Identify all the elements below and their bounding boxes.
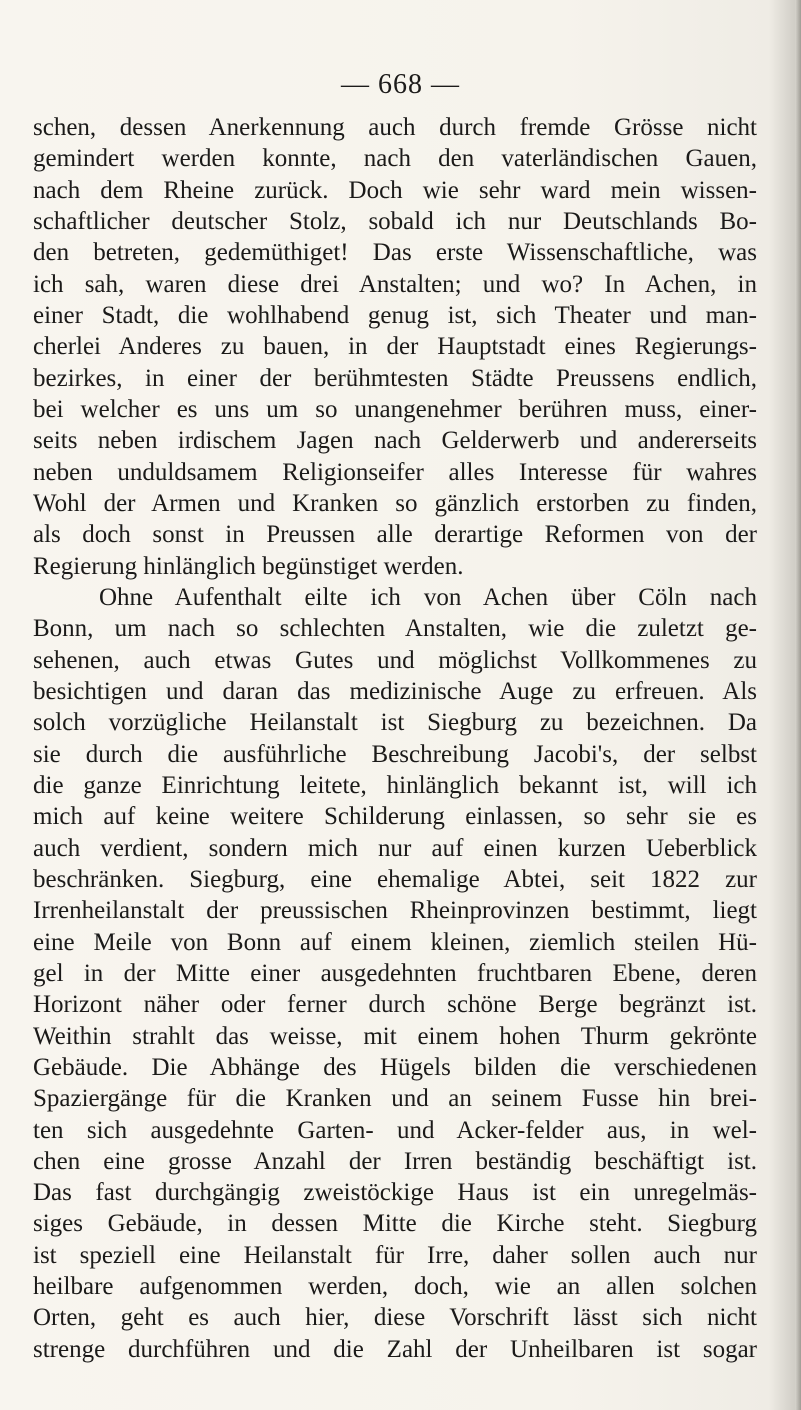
text-line: Weithin strahlt das weisse, mit einem hohen Thurm gekrönte [33,1022,757,1050]
text-line: besichtigen und daran das medizinische Auge zu erfreuen. Als [33,677,757,705]
text-line: Orten, geht es auch hier, diese Vorschrift lässt sich nicht [33,1304,757,1332]
text-line: einer Stadt, die wohlhabend genug ist, sich Theater und man- [33,301,757,329]
text-line: cherlei Anderes zu bauen, in der Hauptstadt eines Regierungs- [33,333,757,361]
text-line: strenge durchführen und die Zahl der Unheilbaren ist sogar [33,1335,757,1363]
text-line: Spaziergänge für die Kranken und an seinem Fusse hin brei- [33,1085,757,1113]
text-line: als doch sonst in Preussen alle derartige Reformen von der [33,521,757,549]
text-line: schen, dessen Anerkennung auch durch fremde Grösse nicht [33,114,757,141]
text-line: gel in der Mitte einer ausgedehnten fruchtbaren Ebene, deren [33,959,757,987]
text-line: sie durch die ausführliche Beschreibung Jacobi's, der selbst [33,740,757,768]
text-line: schaftlicher deutscher Stolz, sobald ich nur Deutschlands Bo- [33,207,757,235]
text-line: eine Meile von Bonn auf einem kleinen, ziemlich steilen Hü- [33,928,757,956]
text-line: bezirkes, in einer der berühmtesten Städte Preussens endlich, [33,364,757,392]
text-line: sehenen, auch etwas Gutes und möglichst Vollkommenes zu [33,646,757,674]
text-line: ist speziell eine Heilanstalt für Irre, daher sollen auch nur [33,1241,757,1269]
body-text [33,112,757,1365]
page-edge [795,0,801,1410]
text-line: neben unduldsamem Religionseifer alles Interesse für wahres [33,458,757,486]
text-line: auch verdient, sondern mich nur auf einen kurzen Ueberblick [33,834,757,862]
text-line: seits neben irdischem Jagen nach Gelderwerb und andererseits [33,427,757,455]
text-line: ten sich ausgedehnte Garten- und Acker-felder aus, in wel- [33,1116,757,1144]
text-line: Gebäude. Die Abhänge des Hügels bilden die verschiedenen [33,1053,757,1081]
text-line: den betreten, gedemüthiget! Das erste Wissenschaftliche, was [33,239,757,267]
page-number: — 668 — [341,69,460,100]
text-line: mich auf keine weitere Schilderung einlassen, so sehr sie es [33,803,757,831]
text-line: Ohne Aufenthalt eilte ich von Achen über Cöln nach [99,583,757,611]
text-line: Regierung hinlänglich begünstiget werden. [33,552,464,580]
text-line: Das fast durchgängig zweistöckige Haus ist ein unregelmäs- [33,1179,757,1207]
text-line: Bonn, um nach so schlechten Anstalten, wie die zuletzt ge- [33,615,757,643]
text-line: gemindert werden konnte, nach den vaterländischen Gauen, [33,145,757,173]
text-line: bei welcher es uns um so unangenehmer berühren muss, einer- [33,395,757,423]
text-line: Wohl der Armen und Kranken so gänzlich erstorben zu finden, [33,489,757,517]
text-line: chen eine grosse Anzahl der Irren beständig beschäftigt ist. [33,1147,757,1175]
text-line: nach dem Rheine zurück. Doch wie sehr ward mein wissen- [33,176,757,204]
text-line: ich sah, waren diese drei Anstalten; und wo? In Achen, in [33,270,757,298]
text-line: solch vorzügliche Heilanstalt ist Siegburg zu bezeichnen. Da [33,709,757,737]
text-line: die ganze Einrichtung leitete, hinlänglich bekannt ist, will ich [33,771,757,799]
text-line: Irrenheilanstalt der preussischen Rheinprovinzen bestimmt, liegt [33,897,757,925]
text-line: siges Gebäude, in dessen Mitte die Kirche steht. Siegburg [33,1210,757,1238]
text-line: Horizont näher oder ferner durch schöne Berge begränzt ist. [33,991,757,1019]
text-line: heilbare aufgenommen werden, doch, wie an allen solchen [33,1273,757,1301]
text-line: beschränken. Siegburg, eine ehemalige Abtei, seit 1822 zur [33,865,757,893]
